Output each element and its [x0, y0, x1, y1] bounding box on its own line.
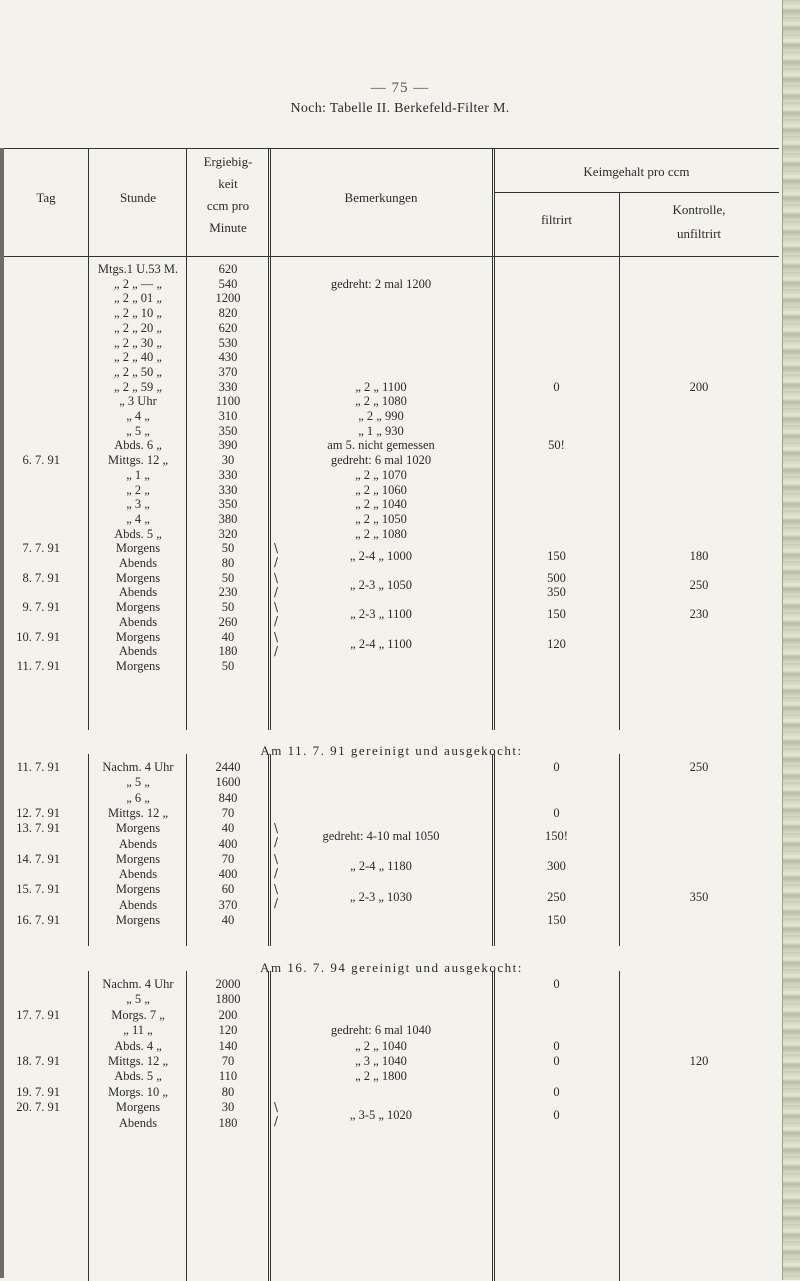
stunde-cell: „ 11 „	[123, 1023, 153, 1038]
stunde-cell: Mittgs. 12 „	[107, 805, 169, 820]
stunde-cell: Mittgs. 12 „	[107, 453, 169, 468]
filtrirt-cell: 150!	[545, 828, 568, 843]
menge-cell: 330	[218, 467, 238, 482]
keimgehalt-divider	[494, 192, 779, 193]
bemerkung-cell: gedreht: 6 mal 1040	[330, 1023, 432, 1038]
bemerkung-cell: „ 2 „ 1100	[355, 379, 407, 394]
stunde-cell: Morgens	[115, 600, 161, 615]
header-ergiebigkeit-3: ccm pro	[206, 198, 250, 213]
filtrirt-cell: 150	[547, 913, 566, 927]
tag-cell: 11. 7. 91	[16, 658, 60, 673]
filtrirt-cell: 0	[553, 1038, 560, 1053]
bemerkung-cell: „ 3-5 „ 1020	[349, 1107, 413, 1122]
stunde-cell: Morgens	[115, 658, 161, 673]
menge-cell: 40	[221, 913, 235, 927]
menge-cell: 840	[218, 790, 238, 805]
filtrirt-cell: 0	[553, 805, 560, 820]
filtrirt-cell: 350	[547, 585, 566, 600]
filtrirt-cell: 250	[547, 890, 566, 905]
stunde-cell: „ 2 „	[126, 482, 150, 497]
stunde-cell: Nachm. 4 Uhr	[102, 977, 174, 991]
menge-cell: 40	[221, 821, 235, 836]
menge-cell: 380	[218, 511, 238, 526]
bemerkung-cell: „ 2 „ 1040	[355, 497, 407, 512]
header-kontrolle-1: Kontrolle,	[672, 202, 726, 217]
kontrolle-cell: 250	[689, 578, 709, 593]
pair-brace: \ /	[274, 541, 279, 570]
stunde-cell: Mittgs. 12 „	[107, 1054, 169, 1068]
bemerkung-cell: „ 2 „ 990	[358, 409, 404, 423]
filtrirt-cell: 150	[547, 607, 566, 622]
pair-brace: \ /	[274, 1100, 279, 1129]
stunde-column-rule	[186, 256, 187, 730]
menge-cell: 370	[218, 897, 238, 912]
filtrirt-cell: 0	[553, 379, 560, 394]
bemerkung-column-rule	[492, 971, 495, 1281]
data-table	[4, 148, 779, 1278]
stunde-cell: Abds. 5 „	[114, 1069, 162, 1084]
menge-cell: 60	[221, 882, 235, 897]
tag-cell: 8. 7. 91	[22, 570, 60, 585]
menge-cell: 310	[218, 409, 238, 423]
menge-cell: 390	[218, 438, 238, 453]
stunde-cell: „ 4 „	[126, 409, 150, 423]
menge-cell: 620	[218, 320, 238, 335]
tag-cell: 12. 7. 91	[16, 805, 60, 820]
tag-cell: 17. 7. 91	[16, 1007, 60, 1022]
cleaning-note-1: Am 11. 7. 91 gereinigt und ausgekocht:	[260, 743, 523, 758]
menge-cell: 180	[218, 1115, 238, 1130]
header-ergiebigkeit-1: Ergiebig-	[203, 154, 253, 169]
table-caption: Noch: Tabelle II. Berkefeld-Filter M.	[290, 101, 510, 116]
pair-brace: \ /	[274, 851, 279, 880]
filtrirt-cell: 120	[547, 636, 566, 651]
bemerkung-cell: „ 2-4 „ 1100	[350, 636, 412, 651]
stunde-cell: Morgens	[115, 541, 161, 556]
stunde-cell: „ 1 „	[126, 467, 150, 482]
header-kontrolle-2: unfiltrirt	[676, 226, 722, 241]
stunde-cell: Abends	[118, 1115, 158, 1130]
stunde-cell: „ 5 „	[126, 992, 150, 1007]
header-ergiebigkeit-4: Minute	[209, 220, 247, 235]
bemerkung-cell: „ 2 „ 1800	[355, 1069, 407, 1084]
kontrolle-cell: 350	[689, 890, 709, 905]
pair-brace: \ /	[274, 821, 279, 850]
menge-cell: 620	[218, 262, 238, 276]
menge-cell: 370	[218, 364, 238, 379]
pair-brace: \ /	[274, 570, 279, 599]
stunde-cell: „ 2 „ 30 „	[114, 335, 162, 350]
stunde-cell: Morgens	[115, 1100, 161, 1115]
tag-cell: 11. 7. 91	[16, 760, 60, 774]
kontrolle-cell: 230	[689, 607, 709, 622]
filtrirt-cell: 0	[553, 1084, 560, 1099]
bemerkung-cell: gedreht: 2 mal 1200	[330, 276, 432, 291]
menge-cell: 320	[218, 526, 238, 541]
filtrirt-cell: 500	[547, 570, 566, 585]
stunde-cell: Abends	[118, 614, 158, 629]
kontrolle-cell: 250	[689, 760, 709, 774]
bemerkung-cell: „ 3 „ 1040	[355, 1054, 407, 1068]
menge-cell: 70	[221, 1054, 235, 1068]
stunde-cell: „ 3 „	[126, 497, 150, 512]
page-number: — 75 —	[370, 80, 430, 96]
kontrolle-cell: 200	[689, 379, 709, 394]
bemerkung-cell: gedreht: 6 mal 1020	[330, 453, 432, 468]
menge-column-rule	[268, 971, 271, 1281]
header-rule-2	[186, 148, 187, 256]
menge-cell: 2000	[215, 977, 241, 991]
filtrirt-cell: 0	[553, 760, 560, 774]
stunde-cell: „ 3 Uhr	[119, 394, 157, 409]
stunde-cell: Morgens	[115, 821, 161, 836]
bemerkung-cell: „ 1 „ 930	[358, 423, 404, 438]
tag-column-rule	[88, 754, 89, 946]
pair-brace: \ /	[274, 882, 279, 911]
stunde-cell: „ 2 „ 01 „	[114, 291, 162, 306]
menge-cell: 350	[218, 497, 238, 512]
menge-cell: 260	[218, 614, 238, 629]
tag-cell: 16. 7. 91	[16, 913, 60, 927]
stunde-cell: Morgens	[115, 913, 161, 927]
menge-cell: 50	[221, 658, 235, 673]
menge-cell: 330	[218, 379, 238, 394]
menge-cell: 400	[218, 836, 238, 851]
menge-cell: 80	[221, 556, 235, 570]
filtrirt-column-rule	[619, 256, 620, 730]
header-rule-1	[88, 148, 89, 256]
menge-cell: 330	[218, 482, 238, 497]
stunde-cell: Abends	[118, 867, 158, 882]
stunde-cell: Abds. 6 „	[114, 438, 162, 453]
filtrirt-cell: 50!	[548, 438, 565, 453]
filtrirt-column-rule	[619, 971, 620, 1281]
header-top-rule	[4, 148, 779, 149]
menge-cell: 1600	[215, 775, 241, 790]
stunde-cell: Nachm. 4 Uhr	[102, 760, 174, 774]
stunde-cell: Abds. 5 „	[114, 526, 162, 541]
stunde-cell: Abends	[118, 556, 158, 570]
tag-cell: 20. 7. 91	[16, 1100, 60, 1115]
tag-cell: 13. 7. 91	[16, 821, 60, 836]
scan-edge-strip	[782, 0, 800, 1280]
tag-cell: 19. 7. 91	[16, 1084, 60, 1099]
tag-column-rule	[88, 256, 89, 730]
menge-cell: 70	[221, 851, 235, 866]
stunde-cell: Abends	[118, 897, 158, 912]
menge-cell: 110	[218, 1069, 238, 1084]
header-rule-3	[268, 148, 271, 256]
filtrirt-cell: 0	[553, 977, 560, 991]
cleaning-note-2: Am 16. 7. 94 gereinigt und ausgekocht:	[260, 960, 523, 975]
filtrirt-cell: 0	[553, 1054, 560, 1068]
menge-cell: 50	[221, 600, 235, 615]
menge-cell: 50	[221, 541, 235, 556]
menge-cell: 180	[218, 644, 238, 659]
stunde-cell: Morgens	[115, 629, 161, 644]
bemerkung-cell: „ 2-3 „ 1030	[349, 890, 413, 905]
tag-cell: 18. 7. 91	[16, 1054, 60, 1068]
menge-cell: 530	[218, 335, 238, 350]
stunde-cell: Abds. 4 „	[114, 1038, 162, 1053]
tag-cell: 9. 7. 91	[22, 600, 60, 615]
bemerkung-cell: „ 2 „ 1070	[355, 467, 407, 482]
menge-cell: 820	[218, 306, 238, 321]
menge-cell: 120	[218, 1023, 238, 1038]
stunde-cell: Morgs. 10 „	[108, 1084, 168, 1099]
filtrirt-column-rule	[619, 754, 620, 946]
menge-cell: 1800	[215, 992, 241, 1007]
stunde-cell: Abends	[118, 836, 158, 851]
stunde-cell: „ 5 „	[126, 423, 150, 438]
stunde-cell: Abends	[118, 585, 158, 600]
bemerkung-cell: „ 2-4 „ 1180	[350, 859, 412, 874]
menge-cell: 70	[221, 805, 235, 820]
menge-cell: 50	[221, 570, 235, 585]
stunde-cell: „ 2 „ 20 „	[114, 320, 162, 335]
filtrirt-cell: 0	[553, 1107, 560, 1122]
menge-cell: 40	[221, 629, 235, 644]
kontrolle-cell: 120	[689, 1054, 709, 1068]
header-rule-4	[492, 148, 495, 256]
menge-cell: 1100	[215, 394, 241, 409]
header-keimgehalt: Keimgehalt pro ccm	[583, 164, 690, 179]
stunde-cell: „ 2 „ 59 „	[114, 379, 162, 394]
stunde-cell: „ 2 „ — „	[114, 276, 162, 291]
menge-cell: 30	[221, 1100, 235, 1115]
stunde-cell: „ 2 „ 40 „	[114, 350, 162, 365]
bemerkung-cell: „ 2 „ 1050	[355, 511, 407, 526]
stunde-cell: Morgs. 7 „	[111, 1007, 165, 1022]
stunde-cell: „ 2 „ 50 „	[114, 364, 162, 379]
stunde-column-rule	[186, 971, 187, 1281]
bemerkung-cell: „ 2-3 „ 1100	[350, 607, 412, 622]
menge-cell: 80	[221, 1084, 235, 1099]
stunde-cell: „ 6 „	[126, 790, 150, 805]
menge-cell: 230	[218, 585, 238, 600]
header-filtrirt: filtrirt	[540, 212, 573, 227]
bemerkung-cell: am 5. nicht gemessen	[327, 438, 435, 453]
bemerkung-column-rule	[492, 754, 495, 946]
menge-cell: 2440	[215, 760, 241, 774]
stunde-cell: Morgens	[115, 882, 161, 897]
filtrirt-cell: 150	[547, 548, 566, 563]
tag-cell: 6. 7. 91	[22, 453, 60, 468]
menge-cell: 400	[218, 867, 238, 882]
menge-column-rule	[268, 754, 271, 946]
bemerkung-cell: „ 2 „ 1040	[355, 1038, 407, 1053]
menge-cell: 350	[218, 423, 238, 438]
bemerkung-cell: „ 2 „ 1080	[355, 526, 407, 541]
header-rule-5	[619, 192, 620, 256]
menge-cell: 1200	[215, 291, 241, 306]
stunde-column-rule	[186, 754, 187, 946]
menge-cell: 200	[218, 1007, 238, 1022]
menge-cell: 540	[218, 276, 238, 291]
tag-cell: 10. 7. 91	[16, 629, 60, 644]
kontrolle-cell: 180	[689, 548, 709, 563]
stunde-cell: „ 5 „	[126, 775, 150, 790]
bemerkung-cell: „ 2-3 „ 1050	[349, 578, 413, 593]
tag-column-rule	[88, 971, 89, 1281]
header-bemerkungen: Bemerkungen	[344, 190, 418, 205]
stunde-cell: Morgens	[115, 851, 161, 866]
bemerkung-cell: „ 2-4 „ 1000	[349, 548, 413, 563]
tag-cell: 14. 7. 91	[16, 851, 60, 866]
header-stunde: Stunde	[119, 190, 157, 205]
menge-cell: 140	[218, 1038, 238, 1053]
bemerkung-cell: „ 2 „ 1060	[355, 482, 407, 497]
pair-brace: \ /	[274, 629, 279, 658]
stunde-cell: Abends	[118, 644, 158, 659]
stunde-cell: „ 4 „	[126, 511, 150, 526]
tag-cell: 7. 7. 91	[22, 541, 60, 556]
pair-brace: \ /	[274, 600, 279, 629]
bemerkung-column-rule	[492, 256, 495, 730]
filtrirt-cell: 300	[547, 859, 566, 874]
menge-column-rule	[268, 256, 271, 730]
header-bottom-rule	[4, 256, 779, 257]
bemerkung-cell: „ 2 „ 1080	[355, 394, 407, 409]
stunde-cell: „ 2 „ 10 „	[114, 306, 162, 321]
stunde-cell: Mtgs.1 U.53 M.	[97, 262, 179, 276]
tag-cell: 15. 7. 91	[16, 882, 60, 897]
menge-cell: 30	[221, 453, 235, 468]
bemerkung-cell: gedreht: 4-10 mal 1050	[322, 828, 440, 843]
menge-cell: 430	[218, 350, 238, 365]
header-ergiebigkeit-2: keit	[218, 176, 238, 191]
stunde-cell: Morgens	[115, 570, 161, 585]
header-tag: Tag	[36, 190, 56, 205]
